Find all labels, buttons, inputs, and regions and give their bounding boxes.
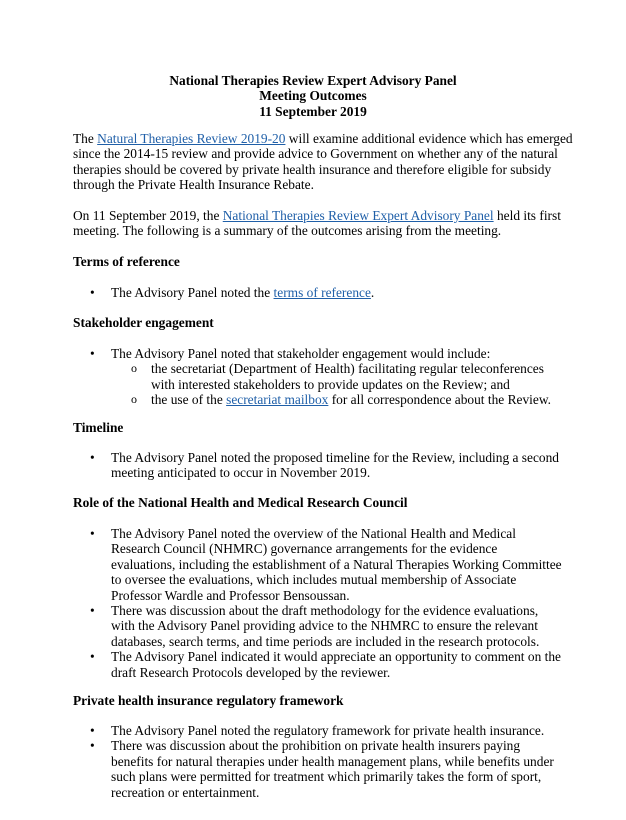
list-item xyxy=(0,346,563,408)
sub2-text-b: for all correspondence about the Review. xyxy=(328,392,551,408)
sub2-text-a: the use of the xyxy=(151,392,227,408)
list-item xyxy=(0,285,563,300)
title-line-2: Meeting Outcomes xyxy=(259,88,367,104)
natural-therapies-review-link[interactable]: Natural Therapies Review 2019-20 xyxy=(97,131,286,146)
list-item: • The Advisory Panel indicated it would appreciate an opportunity to comment on the draft Research Protocols developed by the reviewer. xyxy=(0,649,563,680)
title-line-3: 11 September 2019 xyxy=(259,103,367,119)
intro-p2-text-a: On 11 September 2019, the xyxy=(73,208,223,223)
stakeholder-sublist xyxy=(111,361,563,407)
timeline-heading: Timeline xyxy=(73,420,124,435)
terms-text-b: . xyxy=(370,285,375,300)
stakeholder-bullet-text: The Advisory Panel noted that stakeholder engagement would include: xyxy=(111,346,491,361)
intro-paragraph-2 xyxy=(73,208,573,239)
stakeholder-heading: Stakeholder engagement xyxy=(73,315,214,330)
list-item xyxy=(111,392,561,407)
list-item: • The Advisory Panel noted the regulatory framework for private health insurance. xyxy=(0,723,563,738)
list-item: • The Advisory Panel noted the proposed timeline for the Review, including a second meeting anticipated to occur in November 2019. xyxy=(0,450,563,481)
intro-paragraph-1 xyxy=(73,131,573,193)
terms-of-reference-link[interactable]: terms of reference xyxy=(273,285,371,300)
nhmrc-heading: Role of the National Health and Medical Research Council xyxy=(73,495,408,510)
expert-advisory-panel-link[interactable]: National Therapies Review Expert Advisory Panel xyxy=(222,208,494,223)
stakeholder-list xyxy=(0,346,563,408)
phi-heading: Private health insurance regulatory framework xyxy=(73,693,344,708)
terms-heading: Terms of reference xyxy=(73,254,180,269)
document-title xyxy=(0,73,626,119)
terms-text-a: The Advisory Panel noted the xyxy=(111,285,274,300)
terms-list xyxy=(0,285,563,300)
list-item: • There was discussion about the draft methodology for the evidence evaluations, with the Advisory Panel providing advice to the NHMRC to ensure the relevant databases, search terms, and time periods are included in the research protocols. xyxy=(0,603,563,649)
phi-list xyxy=(0,723,563,800)
intro-p1-text-b: will examine additional evidence which has emerged since the 2014-15 review and provide advice to Government on whether any of the natural therapies should be covered by private health insurance and therefore eligible for subsidy through the Private Health Insurance Rebate. xyxy=(73,131,573,193)
secretariat-mailbox-link[interactable]: secretariat mailbox xyxy=(226,392,329,408)
nhmrc-list xyxy=(0,526,563,680)
timeline-list xyxy=(0,450,563,481)
intro-p2-text-b: held its first meeting. The following is a summary of the outcomes arising from the meeting. xyxy=(73,208,561,239)
title-line-1: National Therapies Review Expert Advisory Panel xyxy=(169,73,457,88)
list-item: • There was discussion about the prohibition on private health insurers paying benefits for natural therapies under health management plans, while benefits under such plans were permitted for treatment which primarily takes the form of sport, recreation or entertainment. xyxy=(0,738,563,800)
list-item: o the secretariat (Department of Health) facilitating regular teleconferences with interested stakeholders to provide updates on the Review; and xyxy=(111,361,561,392)
list-item: • The Advisory Panel noted the overview of the National Health and Medical Research Council (NHMRC) governance arrangements for the evidence evaluations, including the establishment of a Natural Therapies Working Committee to oversee the evaluations, which includes mutual membership of Associate Professor Wardle and Professor Bensoussan. xyxy=(0,526,563,603)
intro-p1-text-a: The xyxy=(73,131,98,146)
